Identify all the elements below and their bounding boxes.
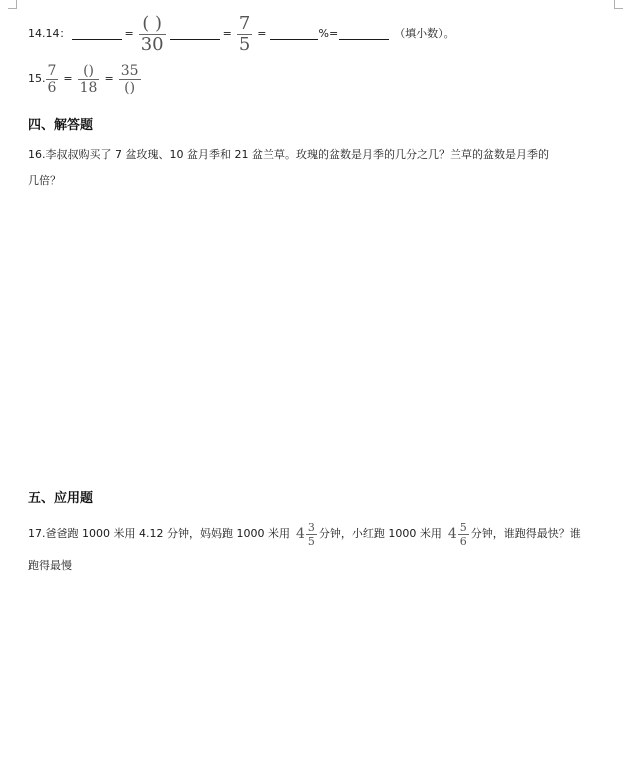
section-heading-answer-questions: 四、解答题: [28, 118, 94, 133]
mixed-number-whole: 4: [447, 526, 457, 542]
equals-sign: =: [63, 72, 73, 85]
fraction-denominator: 5: [307, 534, 315, 548]
fraction-35-over-blank: [119, 64, 141, 95]
percent-equals: %=: [318, 27, 339, 40]
answer-blank-3[interactable]: [270, 29, 318, 40]
fraction-denominator: 18: [79, 79, 98, 96]
question-15: [28, 64, 144, 94]
question-16-line-2: 几倍？: [28, 174, 61, 187]
question-16-line-1: 16.李叔叔购买了 7 盆玫瑰、10 盆月季和 21 盆兰草。玫瑰的盆数是月季的几分之几？兰草的盆数是月季的: [28, 148, 549, 161]
mixed-number-4-3-5: [296, 522, 317, 547]
fraction-denominator-blank[interactable]: (): [124, 79, 136, 96]
question-17-text-part-2: 分钟，小红跑 1000 米用: [318, 527, 442, 540]
question-16: [28, 142, 608, 194]
fraction-numerator: 7: [238, 12, 251, 34]
fraction-numerator: 3: [307, 520, 315, 534]
answer-blank-2[interactable]: [170, 29, 220, 40]
fraction-blank-over-30: [139, 12, 166, 55]
question-14-label: 14.14：: [28, 27, 71, 40]
question-15-label: 15.: [28, 72, 46, 85]
fraction-denominator: 6: [47, 79, 57, 96]
fraction-blank-over-18: [78, 64, 100, 95]
answer-blank-4[interactable]: [339, 29, 389, 40]
fraction-7-over-6: [46, 64, 59, 95]
mixed-number-fraction: [306, 522, 317, 547]
equals-sign: =: [104, 72, 114, 85]
fraction-numerator: ( ): [142, 12, 163, 34]
fraction-denominator: 5: [238, 33, 251, 55]
question-17-line-2: 跑得最慢: [28, 559, 72, 572]
question-17-line-1: [28, 518, 581, 550]
question-17-text-part-3: 分钟，谁跑得最快？谁: [470, 527, 581, 540]
fraction-numerator: 7: [47, 62, 57, 79]
fraction-numerator: 5: [459, 520, 467, 534]
equals-sign: =: [257, 27, 267, 40]
question-14: [28, 12, 455, 55]
fraction-7-over-5: [237, 12, 252, 55]
mixed-number-fraction: [458, 522, 469, 547]
fraction-numerator: 35: [120, 62, 139, 79]
page-corner-mark-left: [8, 0, 17, 9]
mixed-number-whole: 4: [295, 526, 305, 542]
fraction-denominator: 30: [140, 33, 164, 55]
question-17-text-part-1: 17.爸爸跑 1000 米用 4.12 分钟，妈妈跑 1000 米用: [28, 527, 290, 540]
answer-blank-1[interactable]: [72, 29, 122, 40]
fill-decimal-note: （填小数）。: [394, 27, 455, 40]
section-heading-application-problems: 五、应用题: [28, 491, 94, 506]
mixed-number-4-5-6: [448, 522, 469, 547]
equals-sign: =: [124, 27, 134, 40]
fraction-numerator-blank[interactable]: (): [83, 62, 95, 79]
page-corner-mark-right: [614, 0, 623, 9]
equals-sign: =: [222, 27, 232, 40]
fraction-denominator: 6: [459, 534, 467, 548]
